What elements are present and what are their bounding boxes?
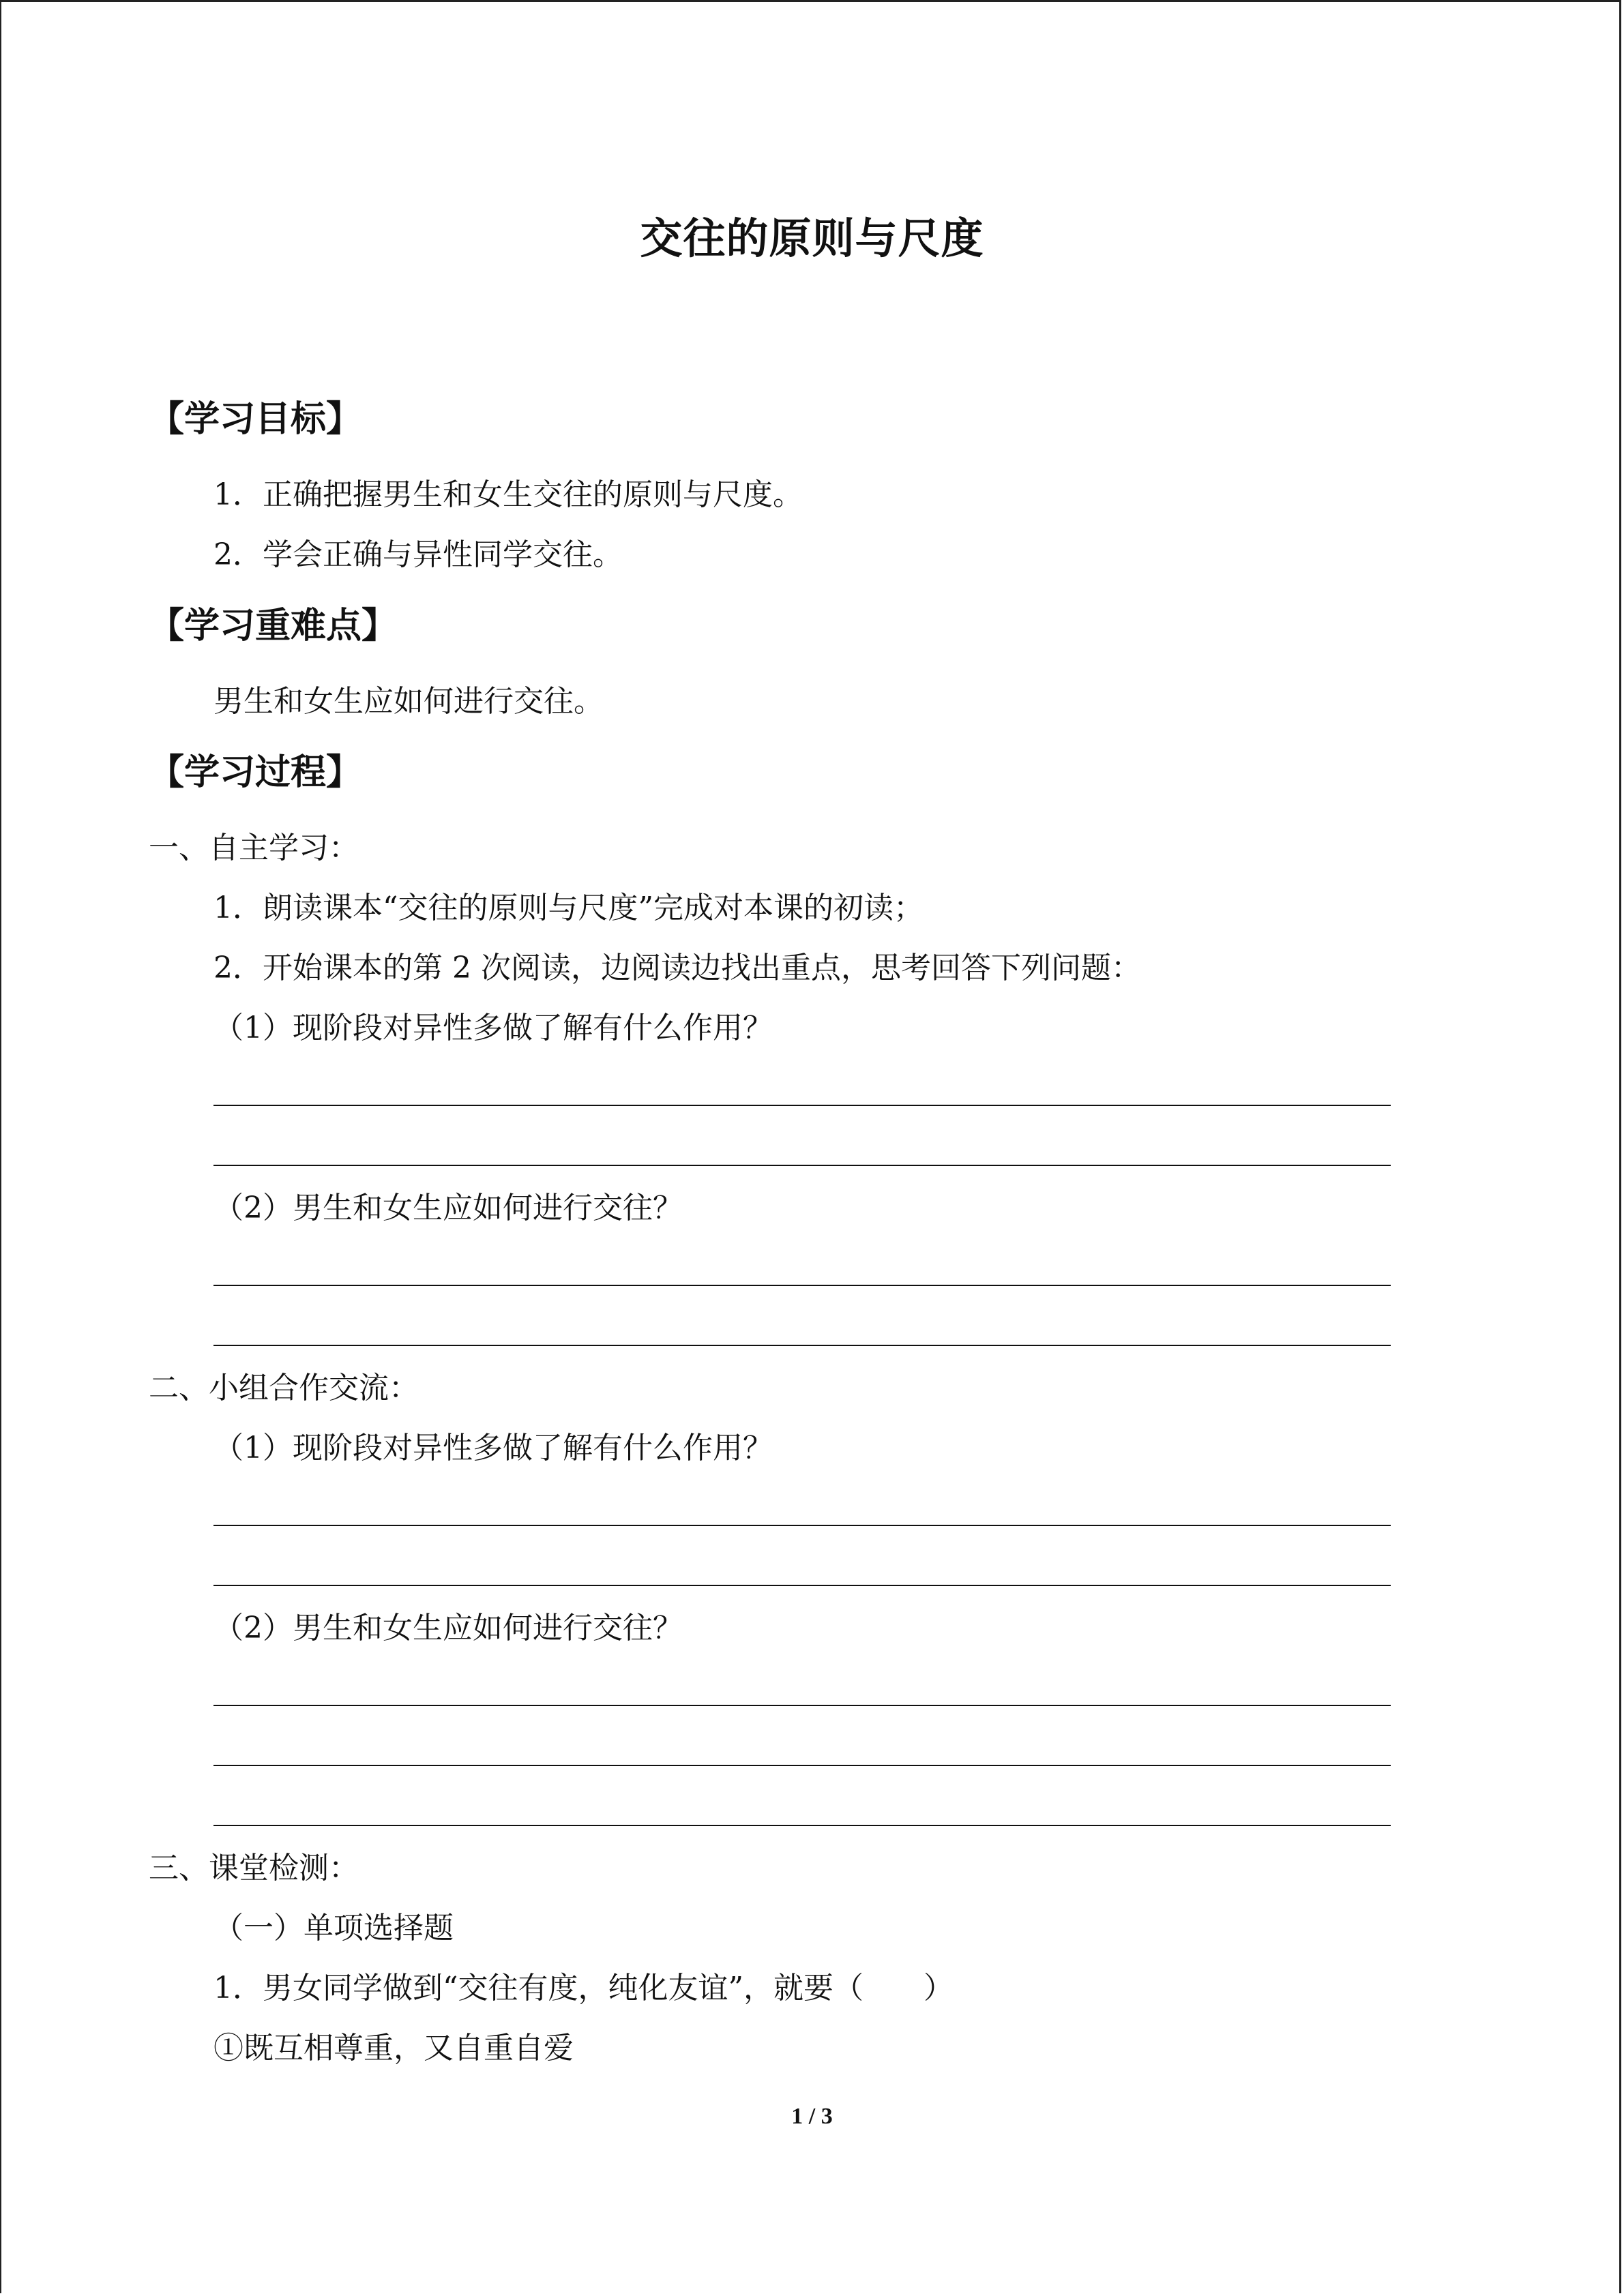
page-number: 1 / 3: [791, 2104, 833, 2129]
goal-item-1: 1．正确把握男生和女生交往的原则与尺度。: [213, 477, 803, 512]
heading-key-points: 【学习重难点】: [149, 606, 398, 646]
document-title: 交往的原则与尺度: [640, 213, 984, 263]
test-option-1: ①既互相尊重，又自重自爱: [213, 2031, 574, 2066]
self-study-question-2: （2）男生和女生应如何进行交往？: [213, 1191, 683, 1225]
section-self-study: 一、自主学习：: [149, 831, 359, 865]
heading-learning-goals: 【学习目标】: [149, 399, 362, 440]
answer-line: [213, 1285, 1391, 1286]
answer-line: [213, 1825, 1391, 1826]
group-question-1: （1）现阶段对异性多做了解有什么作用？: [213, 1431, 773, 1465]
goal-item-2: 2．学会正确与异性同学交往。: [213, 537, 623, 572]
section-class-test: 三、课堂检测：: [149, 1851, 359, 1885]
answer-line: [213, 1585, 1391, 1586]
self-study-question-1: （1）现阶段对异性多做了解有什么作用？: [213, 1011, 773, 1045]
key-points-text: 男生和女生应如何进行交往。: [213, 684, 604, 719]
answer-line: [213, 1165, 1391, 1166]
self-study-item-2: 2．开始课本的第 2 次阅读，边阅读边找出重点，思考回答下列问题：: [213, 951, 1141, 985]
self-study-item-1: 1．朗读课本“交往的原则与尺度”完成对本课的初读；: [213, 891, 924, 925]
test-subtitle: （一）单项选择题: [213, 1911, 454, 1945]
test-question-1: 1．男女同学做到“交往有度，纯化友谊”，就要（ ）: [213, 1971, 954, 2006]
answer-line: [213, 1765, 1391, 1766]
answer-line: [213, 1525, 1391, 1526]
answer-line: [213, 1345, 1391, 1346]
answer-line: [213, 1105, 1391, 1106]
section-group-discussion: 二、小组合作交流：: [149, 1371, 419, 1405]
heading-learning-process: 【学习过程】: [149, 752, 362, 793]
group-question-2: （2）男生和女生应如何进行交往？: [213, 1611, 683, 1645]
answer-line: [213, 1705, 1391, 1706]
